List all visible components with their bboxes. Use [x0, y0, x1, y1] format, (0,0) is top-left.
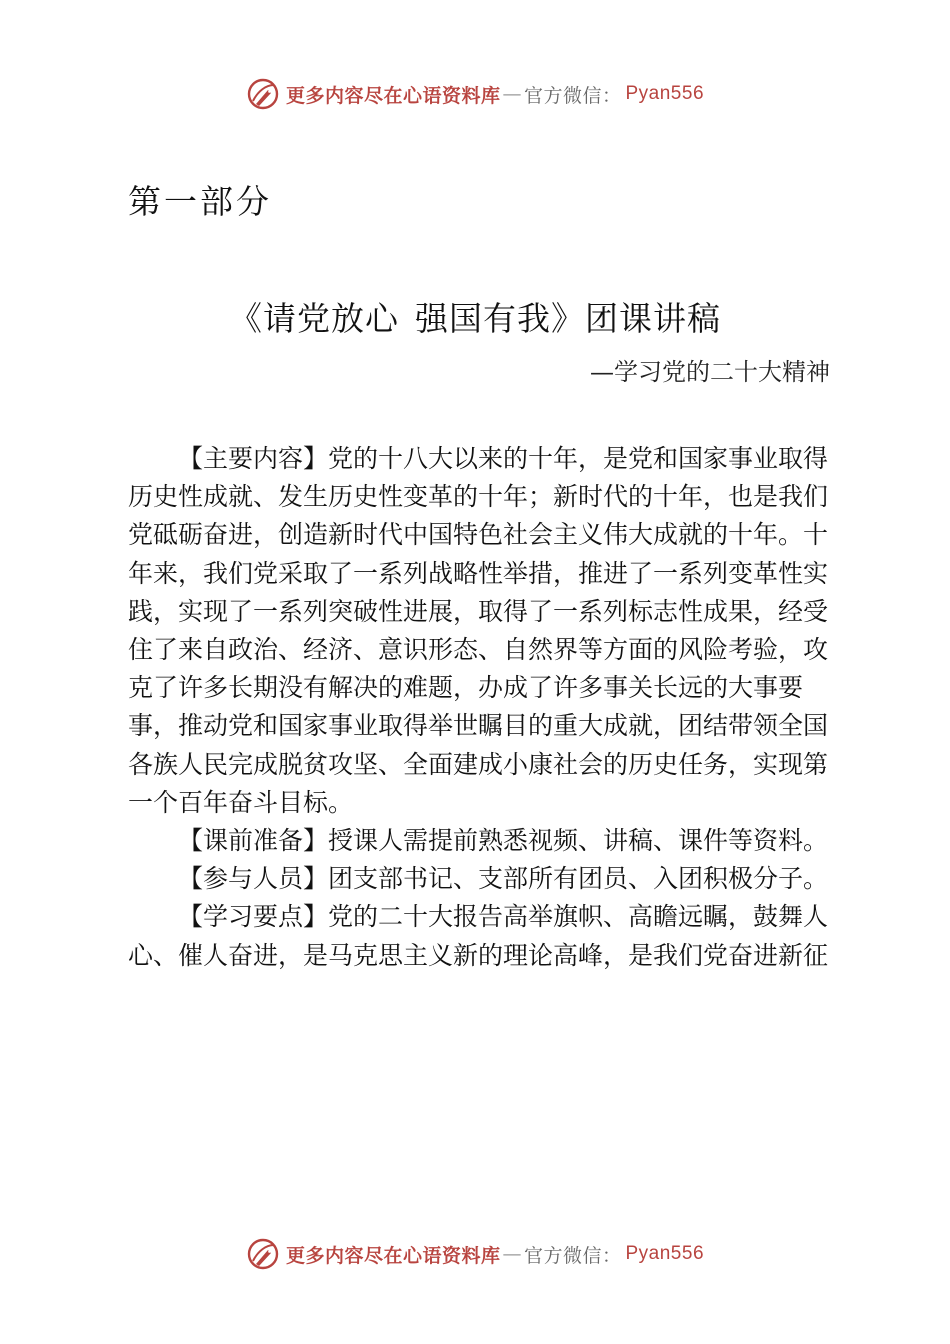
document-title-part2: 强国有我》团课讲稿	[415, 299, 721, 338]
document-subtitle: —学习党的二十大精神	[590, 358, 830, 386]
paragraph-preparation	[128, 822, 834, 860]
document-title-part1: 《请党放心	[229, 299, 399, 338]
banner-main-text: 更多内容尽在心语资料库	[285, 1244, 501, 1267]
header-banner	[0, 72, 950, 116]
document-title	[0, 293, 950, 340]
banner-wechat-id: Pyan556	[625, 83, 705, 104]
paragraph-lead: 【参与人员】	[178, 864, 329, 894]
document-body	[128, 440, 834, 975]
paragraph-text: 党的二十大报告高举旗帜、高瞻远瞩，鼓舞人心、催人奋进，是马克思主义新的理论高峰，是我们党奋进新征	[128, 902, 829, 970]
paragraph-main-content	[128, 440, 834, 822]
paragraph-text: 授课人需提前熟悉视频、讲稿、课件等资料。	[328, 826, 829, 856]
banner-official-label: 官方微信：	[523, 84, 622, 107]
paragraph-key-points	[128, 898, 834, 974]
paragraph-lead: 【课前准备】	[178, 826, 329, 856]
banner-main-text: 更多内容尽在心语资料库	[285, 84, 501, 107]
paragraph-participants	[128, 860, 834, 898]
banner-official-label: 官方微信：	[523, 1244, 622, 1267]
banner-wechat-id: Pyan556	[625, 1243, 705, 1264]
paragraph-lead: 【主要内容】	[178, 444, 329, 473]
pen-logo-icon	[246, 77, 280, 111]
section-title: 第一部分	[128, 182, 272, 221]
pen-logo-icon	[246, 1237, 280, 1271]
banner-dash: —	[502, 1243, 522, 1265]
paragraph-text: 团支部书记、支部所有团员、入团积极分子。	[328, 864, 829, 894]
banner-dash: —	[502, 83, 522, 105]
paragraph-text: 党的十八大以来的十年，是党和国家事业取得历史性成就、发生历史性变革的十年；新时代的十年，也是我们党砥砺奋进，创造新时代中国特色社会主义伟大成就的十年。十年来，我们党采取了一系列战略性举措，推进了一系列变革性实践，实现了一系列突破性进展，取得了一系列标志性成果，经受住了来自政治、经济、意识形态、自然界等方面的风险考验，攻克了许多长期没有解决的难题，办成了许多事关长远的大事要事，推动党和国家事业取得举世瞩目的重大成就，团结带领全国各族人民完成脱贫攻坚、全面建成小康社会的历史任务，实现第一个百年奋斗目标。	[128, 444, 829, 817]
footer-banner	[0, 1232, 950, 1276]
paragraph-lead: 【学习要点】	[178, 902, 329, 932]
